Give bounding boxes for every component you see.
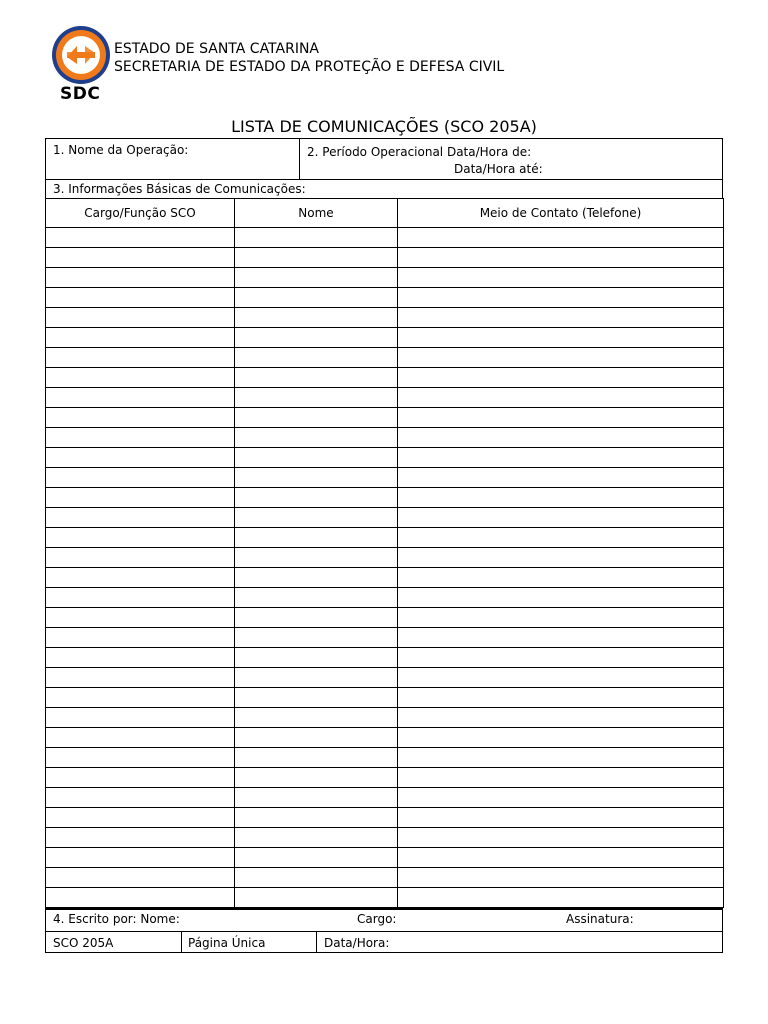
table-row [46,868,724,888]
role-cell[interactable] [46,268,235,288]
logo-text: SDC [60,84,101,104]
role-cell[interactable] [46,388,235,408]
contact-cell[interactable] [398,328,724,348]
name-cell[interactable] [235,428,398,448]
contact-cell[interactable] [398,868,724,888]
table-row [46,748,724,768]
contact-cell[interactable] [398,228,724,248]
table-row [46,288,724,308]
name-cell[interactable] [235,468,398,488]
role-cell[interactable] [46,508,235,528]
role-cell[interactable] [46,808,235,828]
contact-cell[interactable] [398,728,724,748]
name-cell[interactable] [235,828,398,848]
contact-cell[interactable] [398,508,724,528]
footer-page-label: Página Única [188,936,266,950]
table-row [46,708,724,728]
contact-cell[interactable] [398,828,724,848]
table-row [46,268,724,288]
role-cell[interactable] [46,748,235,768]
contact-cell[interactable] [398,648,724,668]
name-cell[interactable] [235,408,398,428]
role-cell[interactable] [46,448,235,468]
role-cell[interactable] [46,408,235,428]
table-row [46,608,724,628]
name-cell[interactable] [235,348,398,368]
table-row [46,428,724,448]
role-cell[interactable] [46,668,235,688]
name-cell[interactable] [235,868,398,888]
role-cell[interactable] [46,308,235,328]
table-row [46,768,724,788]
name-cell[interactable] [235,388,398,408]
contact-cell[interactable] [398,548,724,568]
role-cell[interactable] [46,588,235,608]
org-line-1: ESTADO DE SANTA CATARINA [114,41,320,57]
table-row [46,888,724,908]
role-cell[interactable] [46,248,235,268]
table-row [46,828,724,848]
name-cell[interactable] [235,768,398,788]
name-cell[interactable] [235,748,398,768]
table-row [46,248,724,268]
table-row [46,468,724,488]
role-cell[interactable] [46,768,235,788]
contact-cell[interactable] [398,348,724,368]
table-row [46,568,724,588]
role-cell[interactable] [46,868,235,888]
table-row [46,488,724,508]
contact-cell[interactable] [398,788,724,808]
section-3-label: 3. Informações Básicas de Comunicações: [53,182,306,196]
name-cell[interactable] [235,228,398,248]
name-cell[interactable] [235,508,398,528]
contact-cell[interactable] [398,308,724,328]
table-row [46,548,724,568]
role-cell[interactable] [46,348,235,368]
column-header-contact: Meio de Contato (Telefone) [398,199,724,228]
written-by-label: 4. Escrito por: Nome: [53,912,180,926]
contact-cell[interactable] [398,488,724,508]
table-row [46,328,724,348]
table-row [46,848,724,868]
signature-label: Assinatura: [566,912,634,926]
role-cell[interactable] [46,708,235,728]
role-cell[interactable] [46,528,235,548]
role-cell[interactable] [46,848,235,868]
name-cell[interactable] [235,588,398,608]
contact-cell[interactable] [398,568,724,588]
table-row [46,648,724,668]
name-cell[interactable] [235,788,398,808]
contact-cell[interactable] [398,288,724,308]
form-title: LISTA DE COMUNICAÇÕES (SCO 205A) [231,117,537,136]
contact-cell[interactable] [398,248,724,268]
table-row [46,528,724,548]
table-row [46,588,724,608]
contact-cell[interactable] [398,368,724,388]
role-cell[interactable] [46,828,235,848]
table-row [46,508,724,528]
table-row [46,688,724,708]
contact-cell[interactable] [398,388,724,408]
name-cell[interactable] [235,488,398,508]
contact-cell[interactable] [398,588,724,608]
contact-cell[interactable] [398,688,724,708]
role-cell[interactable] [46,568,235,588]
table-row [46,728,724,748]
role-cell[interactable] [46,648,235,668]
role-cell[interactable] [46,548,235,568]
table-row [46,368,724,388]
contact-cell[interactable] [398,668,724,688]
sdc-logo-icon [50,24,112,86]
name-cell[interactable] [235,568,398,588]
divider [299,139,300,179]
contact-cell[interactable] [398,448,724,468]
table-header-row [46,199,724,228]
role-cell[interactable] [46,428,235,448]
name-cell[interactable] [235,848,398,868]
role-cell[interactable] [46,888,235,908]
name-cell[interactable] [235,688,398,708]
contact-cell[interactable] [398,808,724,828]
name-cell[interactable] [235,728,398,748]
table-row [46,668,724,688]
contact-cell[interactable] [398,628,724,648]
divider [181,932,182,952]
contact-cell[interactable] [398,888,724,908]
contact-cell[interactable] [398,428,724,448]
role-cell[interactable] [46,628,235,648]
name-cell[interactable] [235,628,398,648]
name-cell[interactable] [235,528,398,548]
table-row [46,348,724,368]
column-header-name: Nome [235,199,398,228]
name-cell[interactable] [235,548,398,568]
role-cell[interactable] [46,468,235,488]
contact-cell[interactable] [398,468,724,488]
org-line-2: SECRETARIA DE ESTADO DA PROTEÇÃO E DEFESA CIVIL [114,59,505,75]
role-cell[interactable] [46,788,235,808]
contact-cell[interactable] [398,408,724,428]
name-cell[interactable] [235,888,398,908]
name-cell[interactable] [235,668,398,688]
role-cell[interactable] [46,488,235,508]
name-cell[interactable] [235,708,398,728]
contact-cell[interactable] [398,528,724,548]
footer-datetime-label: Data/Hora: [324,936,390,950]
name-cell[interactable] [235,268,398,288]
name-cell[interactable] [235,328,398,348]
name-cell[interactable] [235,808,398,828]
period-to-label: Data/Hora até: [454,162,543,176]
period-from-label: 2. Período Operacional Data/Hora de: [307,145,532,159]
role-cell[interactable] [46,328,235,348]
contact-cell[interactable] [398,268,724,288]
role-cell[interactable] [46,228,235,248]
name-cell[interactable] [235,288,398,308]
contact-cell[interactable] [398,848,724,868]
contact-cell[interactable] [398,768,724,788]
table-row [46,788,724,808]
table-row [46,308,724,328]
divider [316,932,317,952]
table-row [46,228,724,248]
communications-table [45,198,724,908]
name-cell[interactable] [235,368,398,388]
operation-name-label: 1. Nome da Operação: [53,143,189,157]
name-cell[interactable] [235,648,398,668]
role-cell[interactable] [46,688,235,708]
table-row [46,388,724,408]
contact-cell[interactable] [398,608,724,628]
role-cell[interactable] [46,288,235,308]
table-row [46,628,724,648]
contact-cell[interactable] [398,748,724,768]
role-label: Cargo: [357,912,397,926]
contact-cell[interactable] [398,708,724,728]
table-row [46,808,724,828]
role-cell[interactable] [46,608,235,628]
role-cell[interactable] [46,728,235,748]
name-cell[interactable] [235,308,398,328]
column-header-role: Cargo/Função SCO [46,199,235,228]
name-cell[interactable] [235,248,398,268]
name-cell[interactable] [235,448,398,468]
name-cell[interactable] [235,608,398,628]
table-row [46,448,724,468]
role-cell[interactable] [46,368,235,388]
table-row [46,408,724,428]
footer-form-code: SCO 205A [53,936,114,950]
